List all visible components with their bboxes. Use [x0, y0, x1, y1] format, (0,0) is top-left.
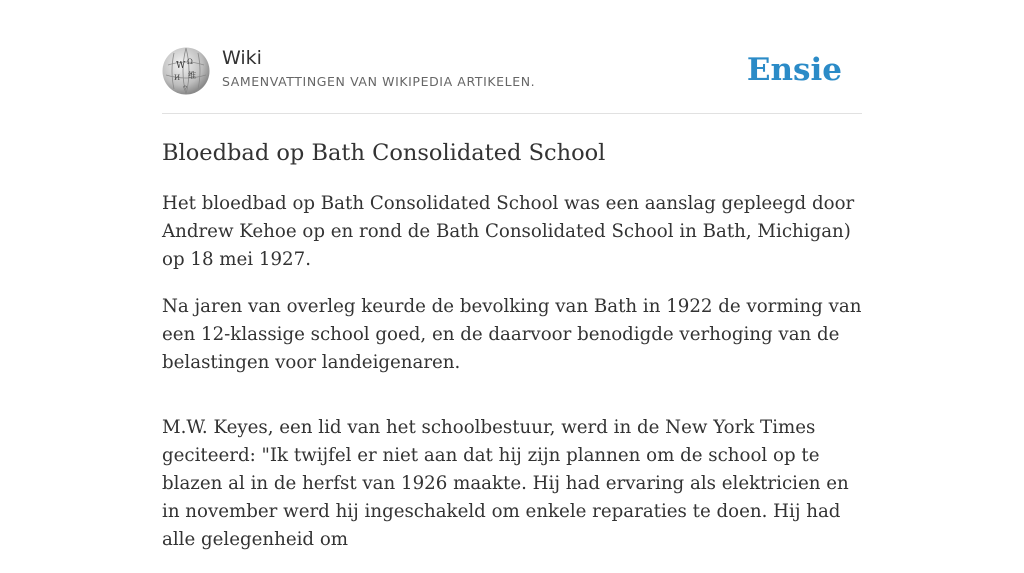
article-body — [162, 190, 866, 573]
article-paragraph: Na jaren van overleg keurde de bevolking van Bath in 1922 de vorming van een 12-klassige school goed, en de daarvoor benodigde verhoging van de belastingen voor landeigenaren. — [162, 296, 862, 373]
svg-text:维: 维 — [188, 71, 196, 80]
brand-logo[interactable]: Ensie — [746, 52, 842, 88]
article-title: Bloedbad op Bath Consolidated School — [162, 140, 606, 166]
site-subtitle: SAMENVATTINGEN VAN WIKIPEDIA ARTIKELEN. — [222, 74, 536, 89]
svg-text:И: И — [174, 74, 181, 82]
article-paragraph: Het bloedbad op Bath Consolidated School was een aanslag gepleegd door Andrew Kehoe op en rond de Bath Consolidated School in Bath, Michigan) op 18 mei 1927. — [162, 193, 855, 270]
wikipedia-globe-icon[interactable] — [162, 47, 210, 95]
article-paragraph: M.W. Keyes, een lid van het schoolbestuur, werd in de New York Times geciteerd: "Ik twijfel er niet aan dat hij zijn plannen om de school op te blazen al in de herfst van 1926 maakte. Hij had ervaring als elektricien en in november werd hij ingeschakeld om enkele reparaties te doen. Hij had alle gelegenheid om — [162, 417, 849, 550]
header-divider — [162, 113, 862, 114]
svg-text:ウ: ウ — [182, 85, 189, 92]
svg-text:Ω: Ω — [187, 58, 193, 66]
site-title[interactable]: Wiki — [222, 47, 262, 69]
site-header — [162, 44, 862, 114]
svg-text:W: W — [176, 61, 186, 71]
